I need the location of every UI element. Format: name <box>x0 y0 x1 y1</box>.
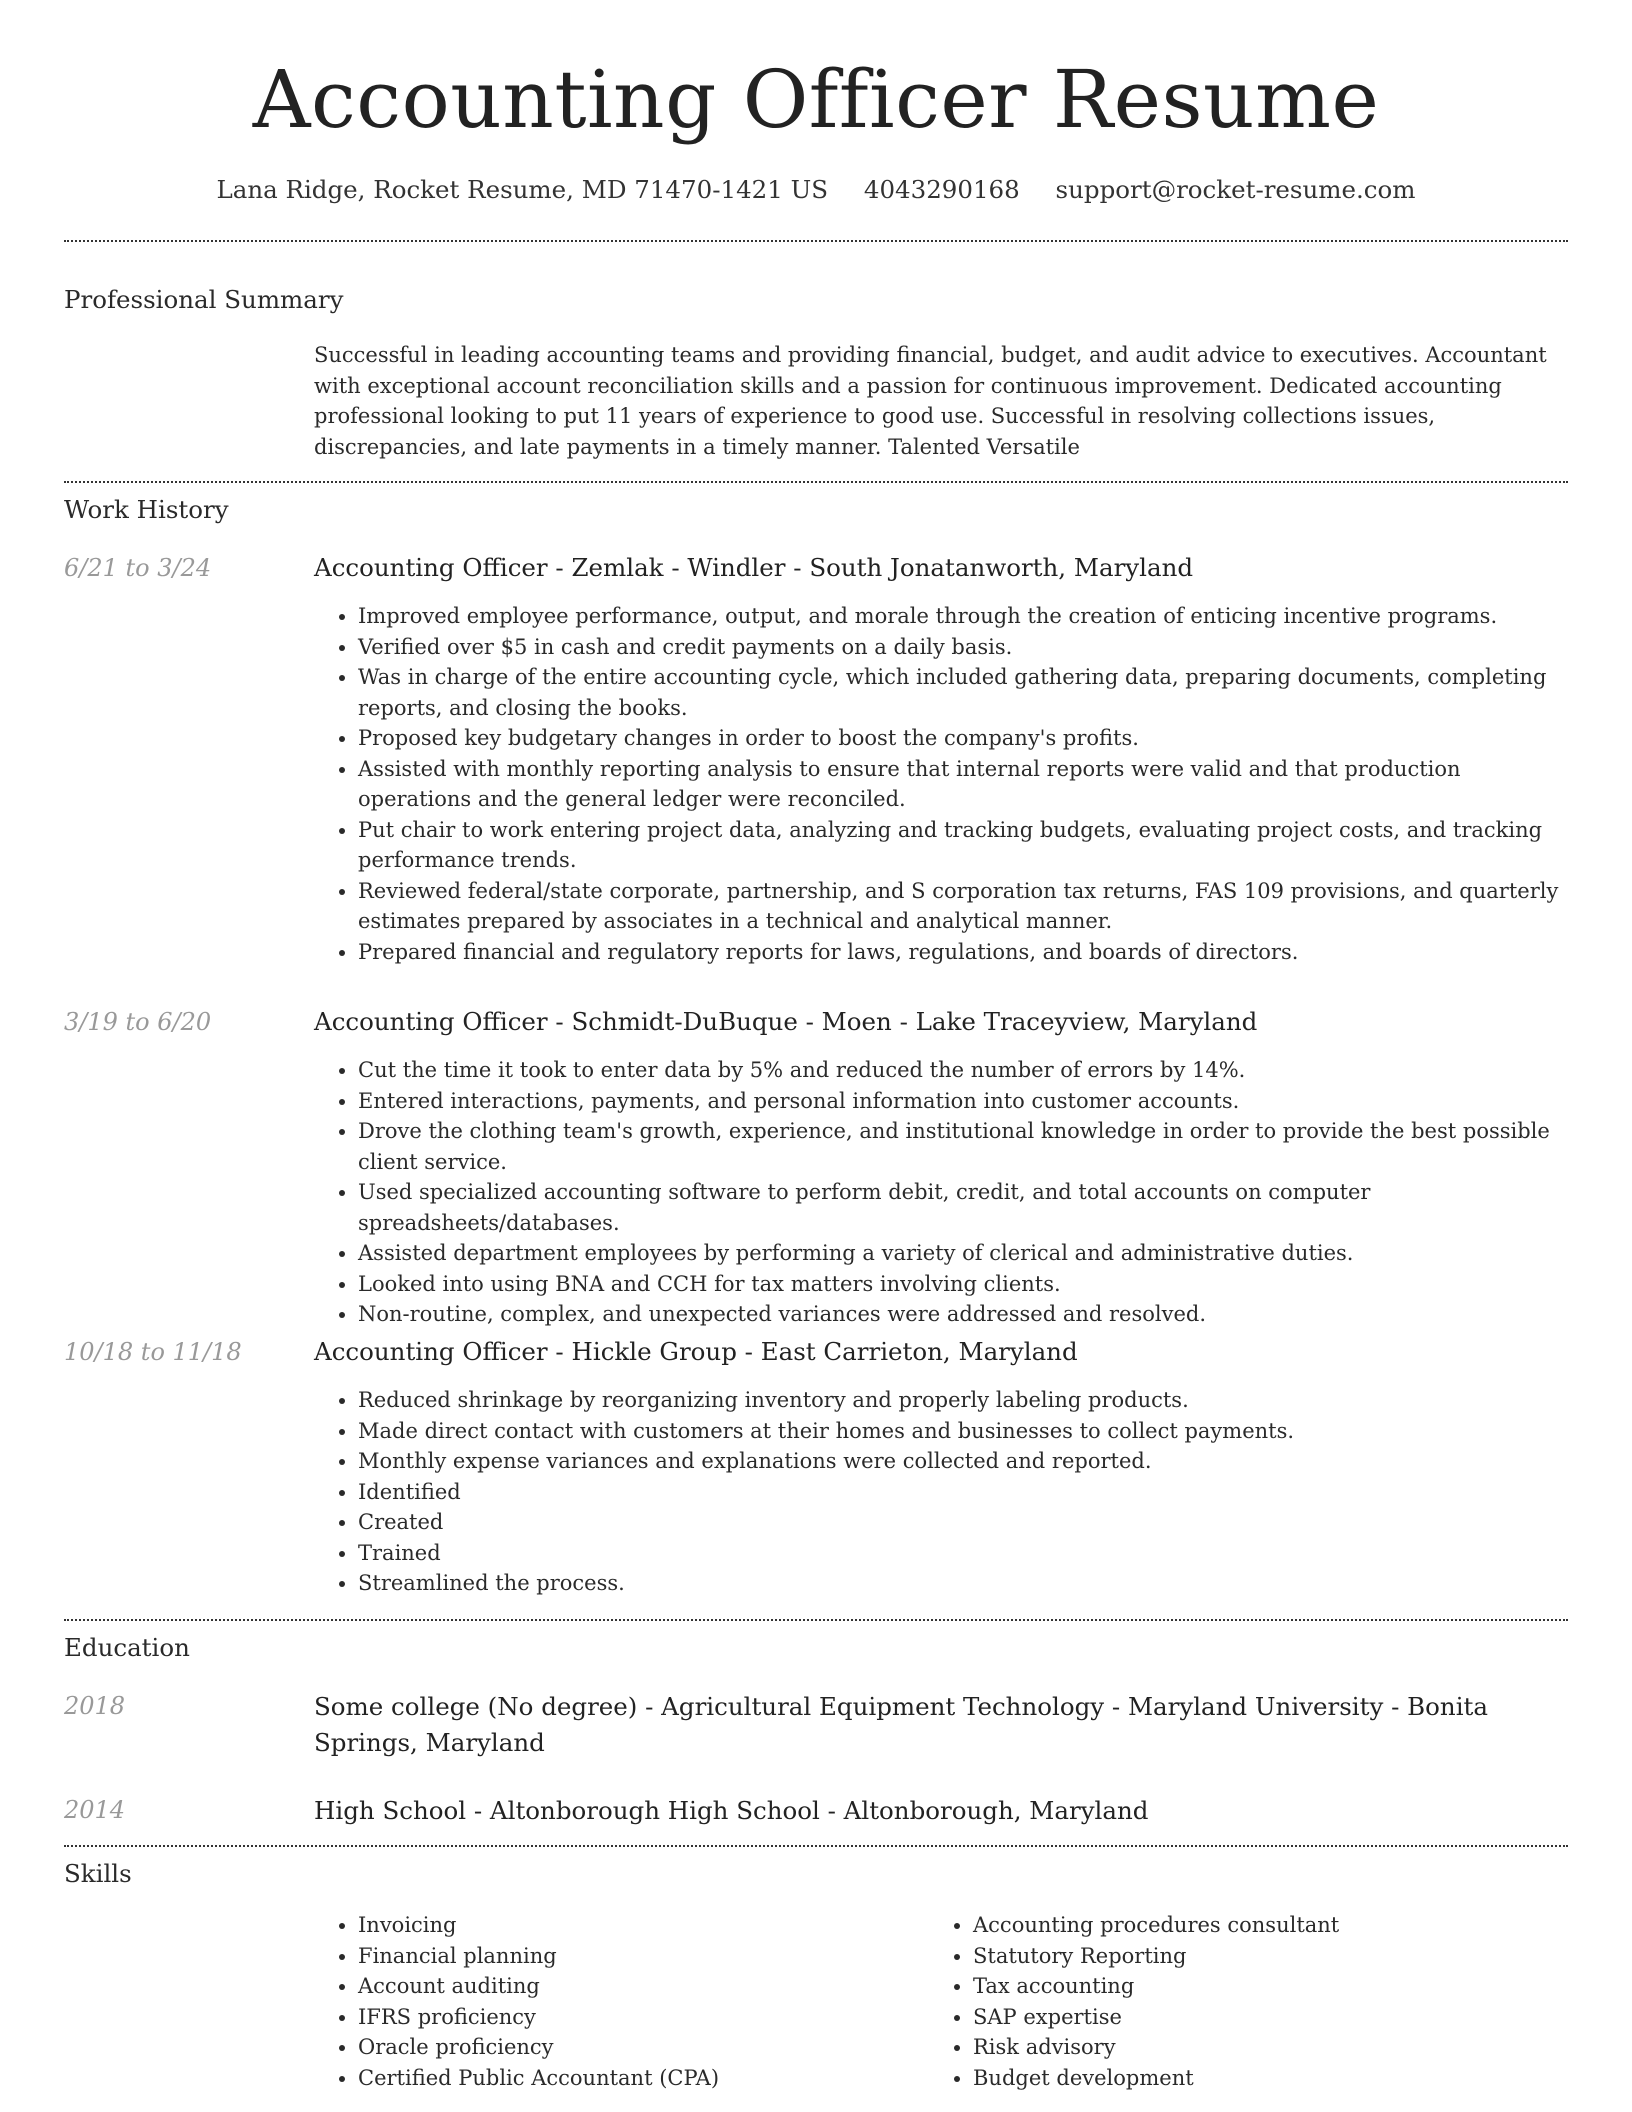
list-item: • Reviewed federal/state corporate, partnership, and S corporation tax returns, FAS 109 provisions, and quarterly estimates prepared by associates in a technical and analytical manner. <box>358 876 1568 937</box>
list-item: • Verified over $5 in cash and credit payments on a daily basis. <box>358 632 1568 663</box>
education-degree: Some college (No degree) - Agricultural Equipment Technology <box>314 1692 1105 1721</box>
list-item: • Entered interactions, payments, and personal information into customer accounts. <box>358 1086 1568 1117</box>
list-item: • Looked into using BNA and CCH for tax matters involving clients. <box>358 1269 1568 1300</box>
list-item: • Assisted department employees by performing a variety of clerical and administrative duties. <box>358 1238 1568 1269</box>
job-title: Accounting Officer - Zemlak - Windler - South Jonatanworth, Maryland <box>314 553 1194 582</box>
contact-address: Lana Ridge, Rocket Resume, MD 71470-1421 US <box>216 175 829 204</box>
skills-list-left <box>314 1910 719 2093</box>
job-bullets <box>314 601 1568 967</box>
list-item: • Streamlined the process. <box>358 1568 1568 1599</box>
summary-text: Successful in leading accounting teams and providing financial, budget, and audit advice to executives. Accountant with exceptional account reconciliation skills and a passion for continuous improvement. Dedicated accounting professional looking to put 11 years of experience to good use. Successful in resolving collections issues, discrepancies, and late payments in a timely manner. Talented Versatile <box>314 343 1547 459</box>
contact-line <box>0 174 1632 206</box>
list-item: • Trained <box>358 1538 1568 1569</box>
list-item: • Risk advisory <box>973 2032 1339 2063</box>
list-item: • Monthly expense variances and explanations were collected and reported. <box>358 1446 1568 1477</box>
list-item: • Made direct contact with customers at their homes and businesses to collect payments. <box>358 1416 1568 1447</box>
list-item: • Account auditing <box>358 1971 719 2002</box>
education-title <box>314 1689 1568 1761</box>
job-dates: 6/21 to 3/24 <box>64 554 212 582</box>
list-item: • Assisted with monthly reporting analysis to ensure that internal reports were valid and that production operations and the general ledger were reconciled. <box>358 754 1568 815</box>
list-item: • Invoicing <box>358 1910 719 1941</box>
divider <box>64 1845 1568 1847</box>
divider <box>64 1619 1568 1621</box>
list-item: • Reduced shrinkage by reorganizing inventory and properly labeling products. <box>358 1385 1568 1416</box>
divider <box>64 240 1568 242</box>
contact-phone: 4043290168 <box>863 175 1020 204</box>
list-item: • Financial planning <box>358 1941 719 1972</box>
job-bullets <box>314 1385 1568 1599</box>
skills-list-right <box>929 1910 1339 2093</box>
job-title: Accounting Officer - Schmidt-DuBuque - Moen - Lake Traceyview, Maryland <box>314 1007 1258 1036</box>
list-item: • Created <box>358 1507 1568 1538</box>
list-item: • Identified <box>358 1477 1568 1508</box>
list-item: • Budget development <box>973 2063 1339 2094</box>
list-item: • Certified Public Accountant (CPA) <box>358 2063 719 2094</box>
list-item: • Prepared financial and regulatory reports for laws, regulations, and boards of directors. <box>358 937 1568 968</box>
list-item: • Used specialized accounting software to perform debit, credit, and total accounts on computer spreadsheets/databases. <box>358 1177 1568 1238</box>
contact-email: support@rocket-resume.com <box>1055 175 1416 204</box>
list-item: • Drove the clothing team's growth, experience, and institutional knowledge in order to provide the best possible client service. <box>358 1116 1568 1177</box>
education-year: 2014 <box>64 1796 126 1824</box>
list-item: • Statutory Reporting <box>973 1941 1339 1972</box>
education-year: 2018 <box>64 1692 126 1720</box>
education-degree: High School <box>314 1796 467 1825</box>
section-title-work: Work History <box>64 495 229 524</box>
education-school: - Altonborough High School - Altonborough, Maryland <box>466 1796 1149 1825</box>
job-bullets <box>314 1055 1568 1330</box>
section-title-summary: Professional Summary <box>64 285 344 314</box>
job-dates: 10/18 to 11/18 <box>64 1338 242 1366</box>
divider <box>64 481 1568 483</box>
education-title <box>314 1793 1568 1829</box>
list-item: • SAP expertise <box>973 2002 1339 2033</box>
list-item: • Put chair to work entering project data, analyzing and tracking budgets, evaluating project costs, and tracking performance trends. <box>358 815 1568 876</box>
list-item: • Non-routine, complex, and unexpected variances were addressed and resolved. <box>358 1299 1568 1330</box>
list-item: • Tax accounting <box>973 1971 1339 2002</box>
list-item: • IFRS proficiency <box>358 2002 719 2033</box>
list-item: • Improved employee performance, output, and morale through the creation of enticing incentive programs. <box>358 601 1568 632</box>
list-item: • Cut the time it took to enter data by 5% and reduced the number of errors by 14%. <box>358 1055 1568 1086</box>
list-item: • Proposed key budgetary changes in order to boost the company's profits. <box>358 723 1568 754</box>
list-item: • Oracle proficiency <box>358 2032 719 2063</box>
education-school: - Maryland University - Bonita Springs, Maryland <box>314 1692 1488 1757</box>
job-dates: 3/19 to 6/20 <box>64 1008 212 1036</box>
list-item: • Accounting procedures consultant <box>973 1910 1339 1941</box>
section-title-education: Education <box>64 1633 190 1662</box>
job-title: Accounting Officer - Hickle Group - East Carrieton, Maryland <box>314 1337 1078 1366</box>
resume-title: Accounting Officer Resume <box>252 53 1380 146</box>
list-item: • Was in charge of the entire accounting cycle, which included gathering data, preparing documents, completing reports, and closing the books. <box>358 662 1568 723</box>
section-title-skills: Skills <box>64 1859 132 1888</box>
